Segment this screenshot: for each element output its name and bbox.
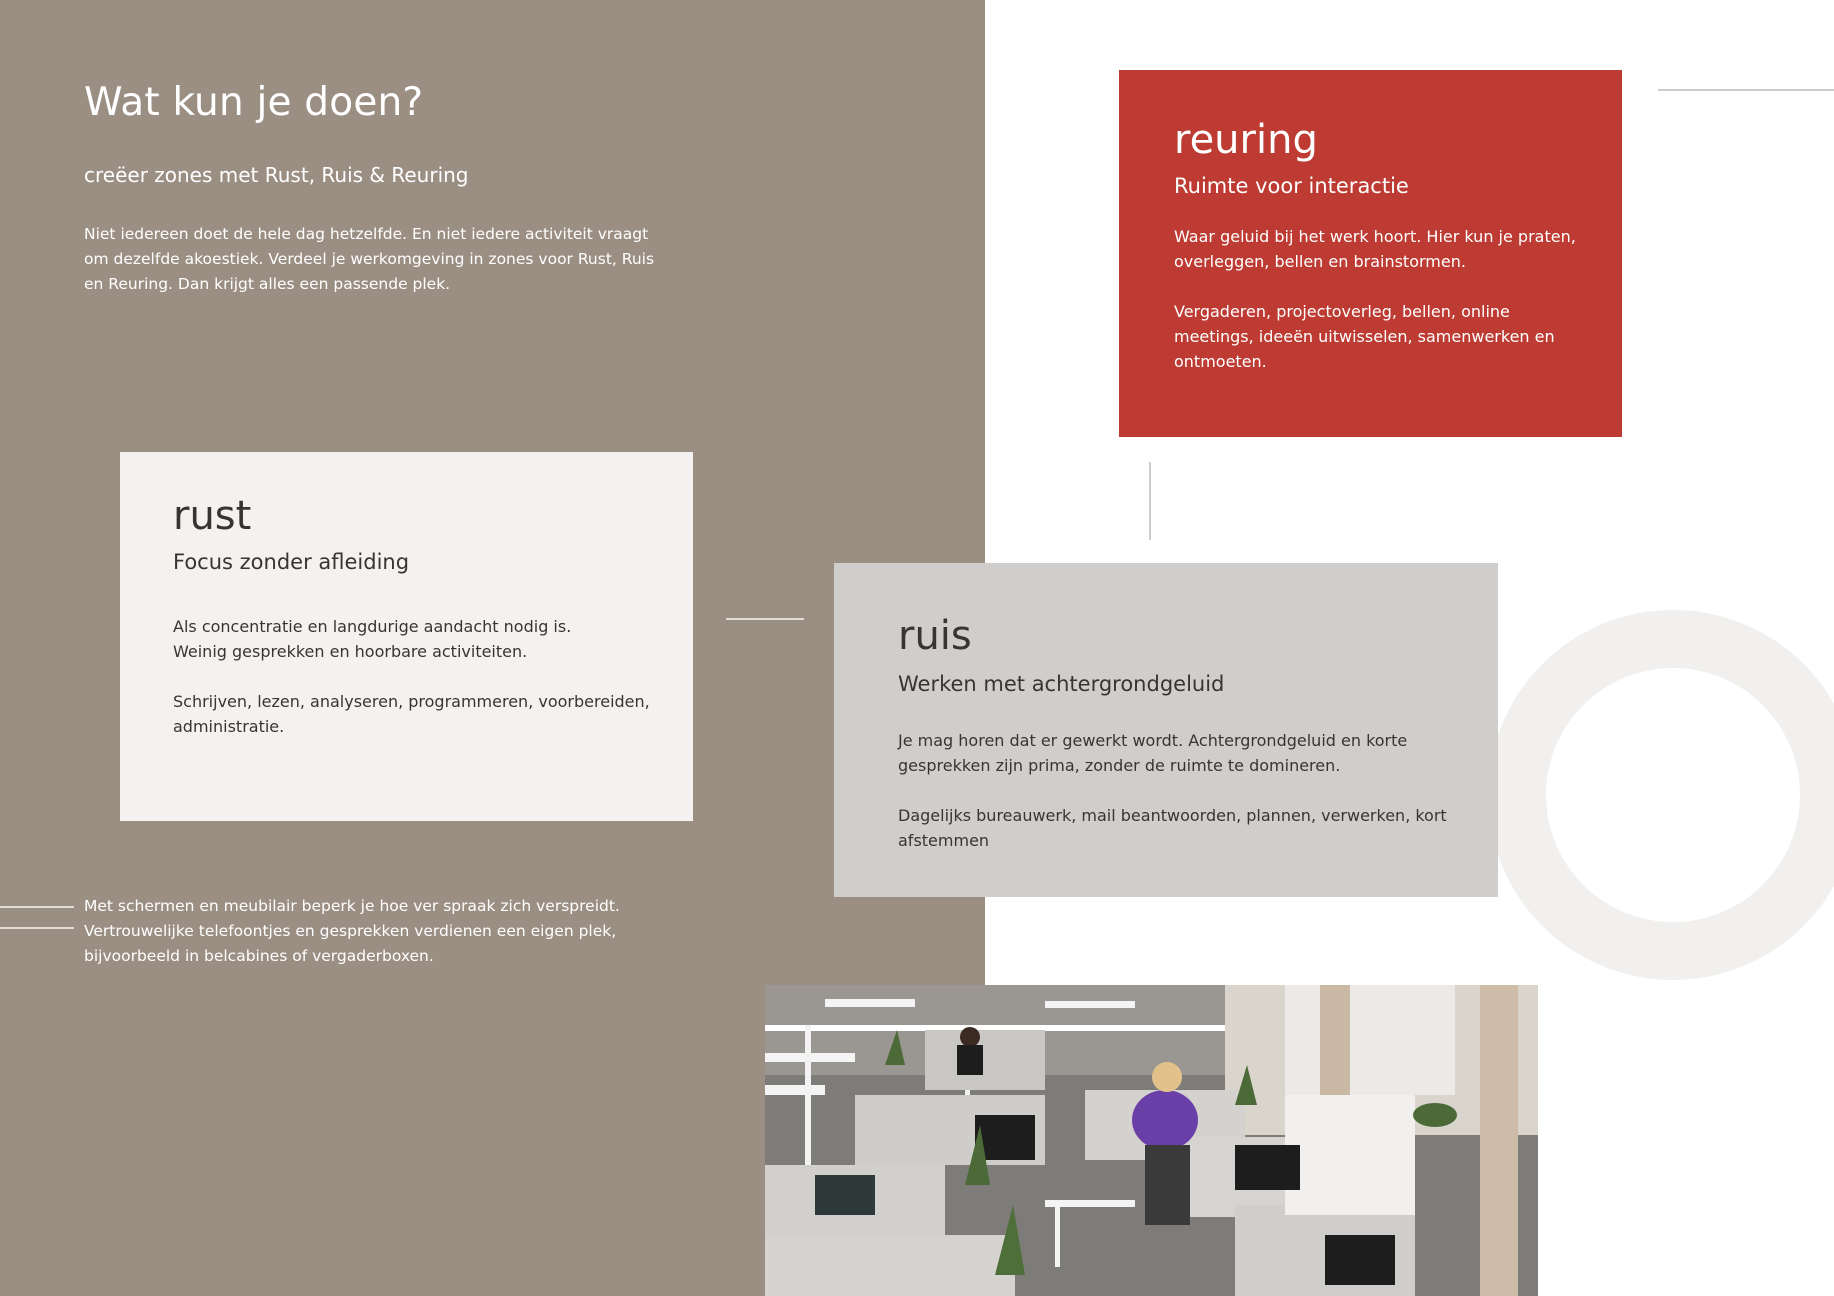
zone-card-rust bbox=[120, 452, 693, 821]
top-right-divider bbox=[1658, 89, 1834, 91]
zone-card-reuring bbox=[1119, 70, 1622, 437]
footer-line-top bbox=[0, 906, 74, 908]
zone-activities: Dagelijks bureauwerk, mail beantwoorden, plannen, verwerken, kort afstemmen bbox=[898, 806, 1447, 850]
zone-subtitle: Focus zonder afleiding bbox=[173, 550, 410, 574]
zone-description: Als concentratie en langdurige aandacht nodig is. Weinig gesprekken en hoorbare activiteiten. bbox=[173, 617, 572, 661]
horizontal-connector bbox=[726, 618, 804, 620]
footer-line-bottom bbox=[0, 927, 74, 929]
zone-title: rust bbox=[173, 493, 252, 539]
intro-paragraph: Niet iedereen doet de hele dag hetzelfde. En niet iedere activiteit vraagt om dezelfde akoestiek. Verdeel je werkomgeving in zones voor Rust, Ruis en Reuring. Dan krijgt alles een passende plek. bbox=[84, 225, 655, 293]
zone-description: Je mag horen dat er gewerkt wordt. Achtergrondgeluid en korte gesprekken zijn prima, zonder de ruimte te domineren. bbox=[898, 731, 1408, 775]
zone-activities: Vergaderen, projectoverleg, bellen, online meetings, ideeën uitwisselen, samenwerken en ontmoeten. bbox=[1174, 302, 1555, 371]
zone-title: ruis bbox=[898, 613, 972, 659]
zone-subtitle: Ruimte voor interactie bbox=[1174, 174, 1409, 198]
zone-description: Waar geluid bij het werk hoort. Hier kun je praten, overleggen, bellen en brainstormen. bbox=[1174, 227, 1576, 271]
footer-paragraph: Met schermen en meubilair beperk je hoe ver spraak zich verspreidt. Vertrouwelijke telefoontjes en gesprekken verdienen een eigen plek, bijvoorbeeld in belcabines of vergaderboxen. bbox=[84, 897, 620, 965]
zone-card-ruis bbox=[834, 563, 1498, 897]
page-subtitle: creëer zones met Rust, Ruis & Reuring bbox=[84, 163, 469, 187]
office-photo-illustration bbox=[765, 985, 1538, 1296]
vertical-connector bbox=[1149, 462, 1151, 540]
page-title: Wat kun je doen? bbox=[84, 80, 424, 125]
decorative-ring bbox=[1488, 610, 1834, 980]
zone-activities: Schrijven, lezen, analyseren, programmeren, voorbereiden, administratie. bbox=[173, 692, 650, 736]
zone-subtitle: Werken met achtergrondgeluid bbox=[898, 672, 1225, 696]
office-photo bbox=[765, 985, 1538, 1296]
zone-title: reuring bbox=[1174, 117, 1318, 163]
